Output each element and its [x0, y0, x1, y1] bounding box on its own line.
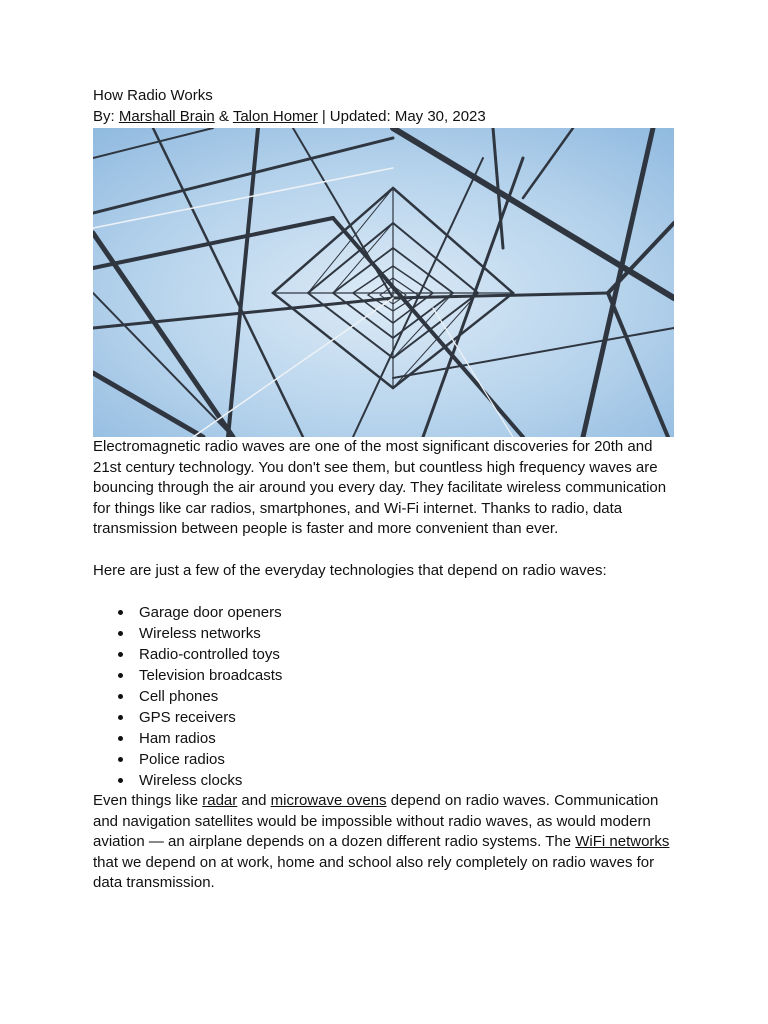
list-item: Wireless networks	[139, 623, 675, 644]
byline-separator: |	[321, 107, 326, 125]
closing-text-4: that we depend on at work, home and school also rely completely on radio waves for data transmission.	[93, 853, 655, 891]
list-item: Cell phones	[139, 686, 675, 707]
list-item: Police radios	[139, 749, 675, 770]
wifi-networks-link[interactable]: WiFi networks	[575, 833, 670, 850]
list-item: Radio-controlled toys	[139, 644, 675, 665]
intro-paragraph: Electromagnetic radio waves are one of the most significant discoveries for 20th and 21st century technology. You don't see them, but countless high frequency waves are bouncing through the air around you every day. They facilitate wireless communication for things like car radios, smartphones, and Wi-Fi internet. Thanks to radio, data transmission between people is faster and more convenient than ever.	[93, 438, 667, 537]
article	[93, 86, 675, 894]
author-joiner: &	[218, 107, 229, 125]
list-item: Television broadcasts	[139, 665, 675, 686]
author-link-talon-homer[interactable]: Talon Homer	[232, 107, 318, 125]
article-title: How Radio Works	[93, 87, 213, 104]
closing-text-2: and	[237, 792, 271, 809]
byline-prefix: By:	[93, 107, 115, 125]
updated-date: Updated: May 30, 2023	[329, 107, 486, 125]
microwave-ovens-link[interactable]: microwave ovens	[270, 792, 387, 809]
closing-paragraph	[93, 791, 675, 894]
radar-link[interactable]: radar	[202, 792, 238, 809]
byline	[93, 107, 675, 128]
author-link-marshall-brain[interactable]: Marshall Brain	[118, 107, 215, 125]
technology-list	[93, 602, 675, 791]
list-item: Ham radios	[139, 728, 675, 749]
list-item: Wireless clocks	[139, 770, 675, 791]
list-lead-paragraph: Here are just a few of the everyday technologies that depend on radio waves:	[93, 561, 607, 579]
hero-image-transmission-tower	[93, 128, 674, 437]
list-item: GPS receivers	[139, 707, 675, 728]
list-item: Garage door openers	[139, 602, 675, 623]
closing-text-3: depend on radio waves. Communication and navigation satellites would be impossible without radio waves, as would modern aviation — an airplane depends on a dozen different radio systems. The	[93, 792, 659, 850]
closing-text-1: Even things like	[93, 792, 203, 809]
